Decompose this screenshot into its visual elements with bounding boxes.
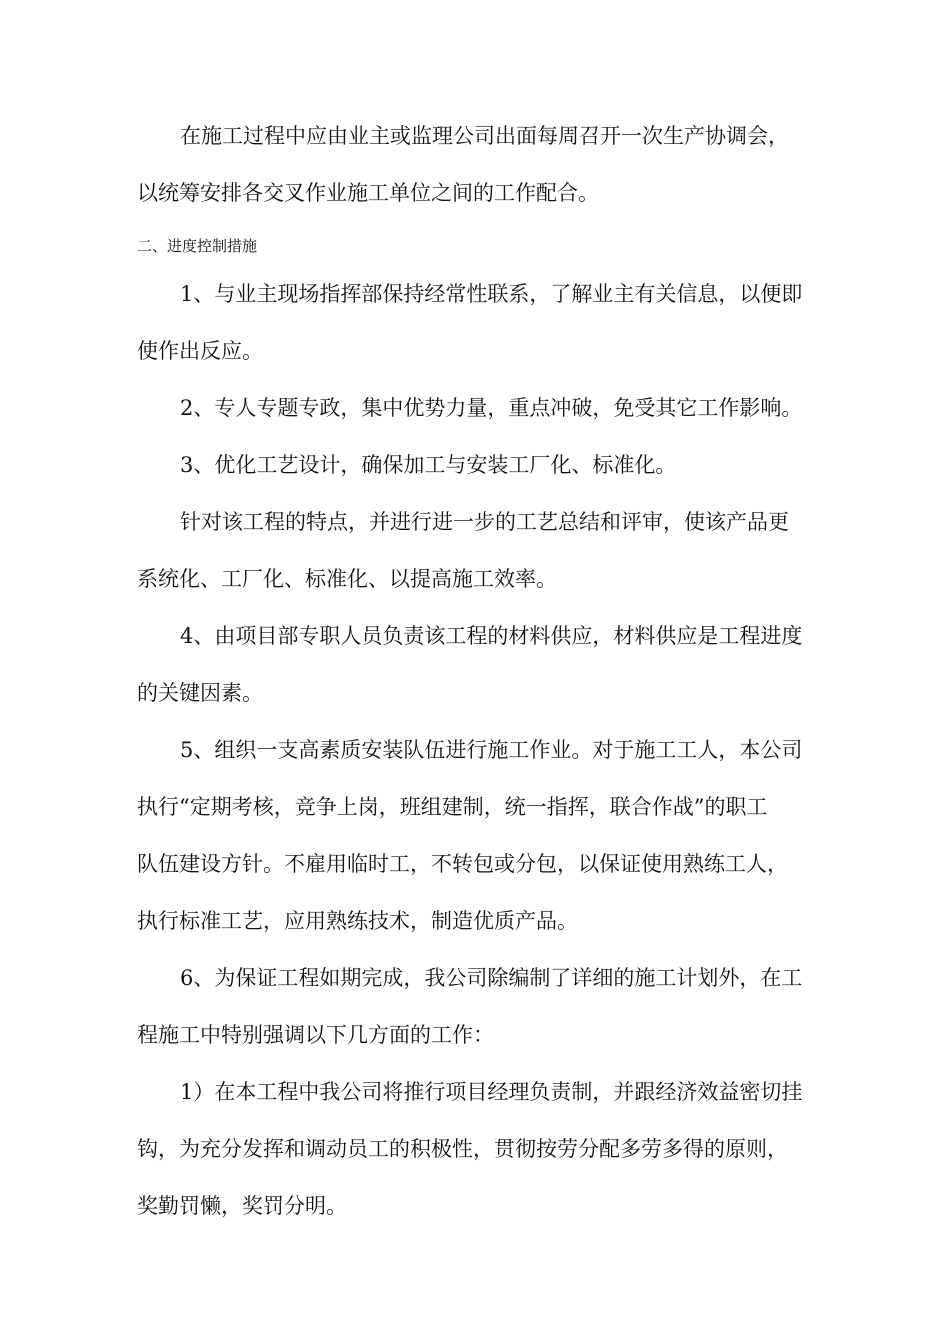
- paragraph-line: 6、为保证工程如期完成，我公司除编制了详细的施工计划外，在工: [180, 966, 803, 990]
- paragraph-line: 3、优化工艺设计，确保加工与安装工厂化、标准化。: [180, 453, 677, 477]
- paragraph-line: 针对该工程的特点，并进行进一步的工艺总结和评审，使该产品更: [180, 510, 789, 534]
- paragraph-line: 奖勤罚懒，奖罚分明。: [137, 1194, 347, 1218]
- paragraph-line: 的关键因素。: [137, 681, 263, 705]
- paragraph-line: 执行“定期考核，竞争上岗，班组建制，统一指挥，联合作战”的职工: [137, 795, 768, 819]
- paragraph-line: 2、专人专题专政，集中优势力量，重点冲破，免受其它工作影响。: [180, 396, 803, 420]
- paragraph-line: 1、与业主现场指挥部保持经常性联系，了解业主有关信息，以便即: [180, 282, 803, 306]
- paragraph-line: 使作出反应。: [137, 339, 263, 363]
- paragraph-line: 以统筹安排各交叉作业施工单位之间的工作配合。: [137, 181, 599, 205]
- paragraph-line: 5、组织一支高素质安装队伍进行施工作业。对于施工工人，本公司: [180, 738, 803, 762]
- paragraph-line: 执行标准工艺，应用熟练技术，制造优质产品。: [137, 909, 578, 933]
- paragraph-line: 4、由项目部专职人员负责该工程的材料供应，材料供应是工程进度: [180, 624, 803, 648]
- paragraph-line: 程施工中特别强调以下几方面的工作：: [137, 1023, 494, 1047]
- paragraph-line: 在施工过程中应由业主或监理公司出面每周召开一次生产协调会，: [180, 124, 789, 148]
- section-heading: 二、进度控制措施: [137, 237, 258, 255]
- paragraph-line: 系统化、工厂化、标准化、以提高施工效率。: [137, 567, 557, 591]
- paragraph-line: 钩，为充分发挥和调动员工的积极性，贯彻按劳分配多劳多得的原则，: [137, 1137, 788, 1161]
- paragraph-line: 1）在本工程中我公司将推行项目经理负责制，并跟经济效益密切挂: [180, 1080, 803, 1104]
- paragraph-line: 队伍建设方针。不雇用临时工，不转包或分包，以保证使用熟练工人，: [137, 852, 788, 876]
